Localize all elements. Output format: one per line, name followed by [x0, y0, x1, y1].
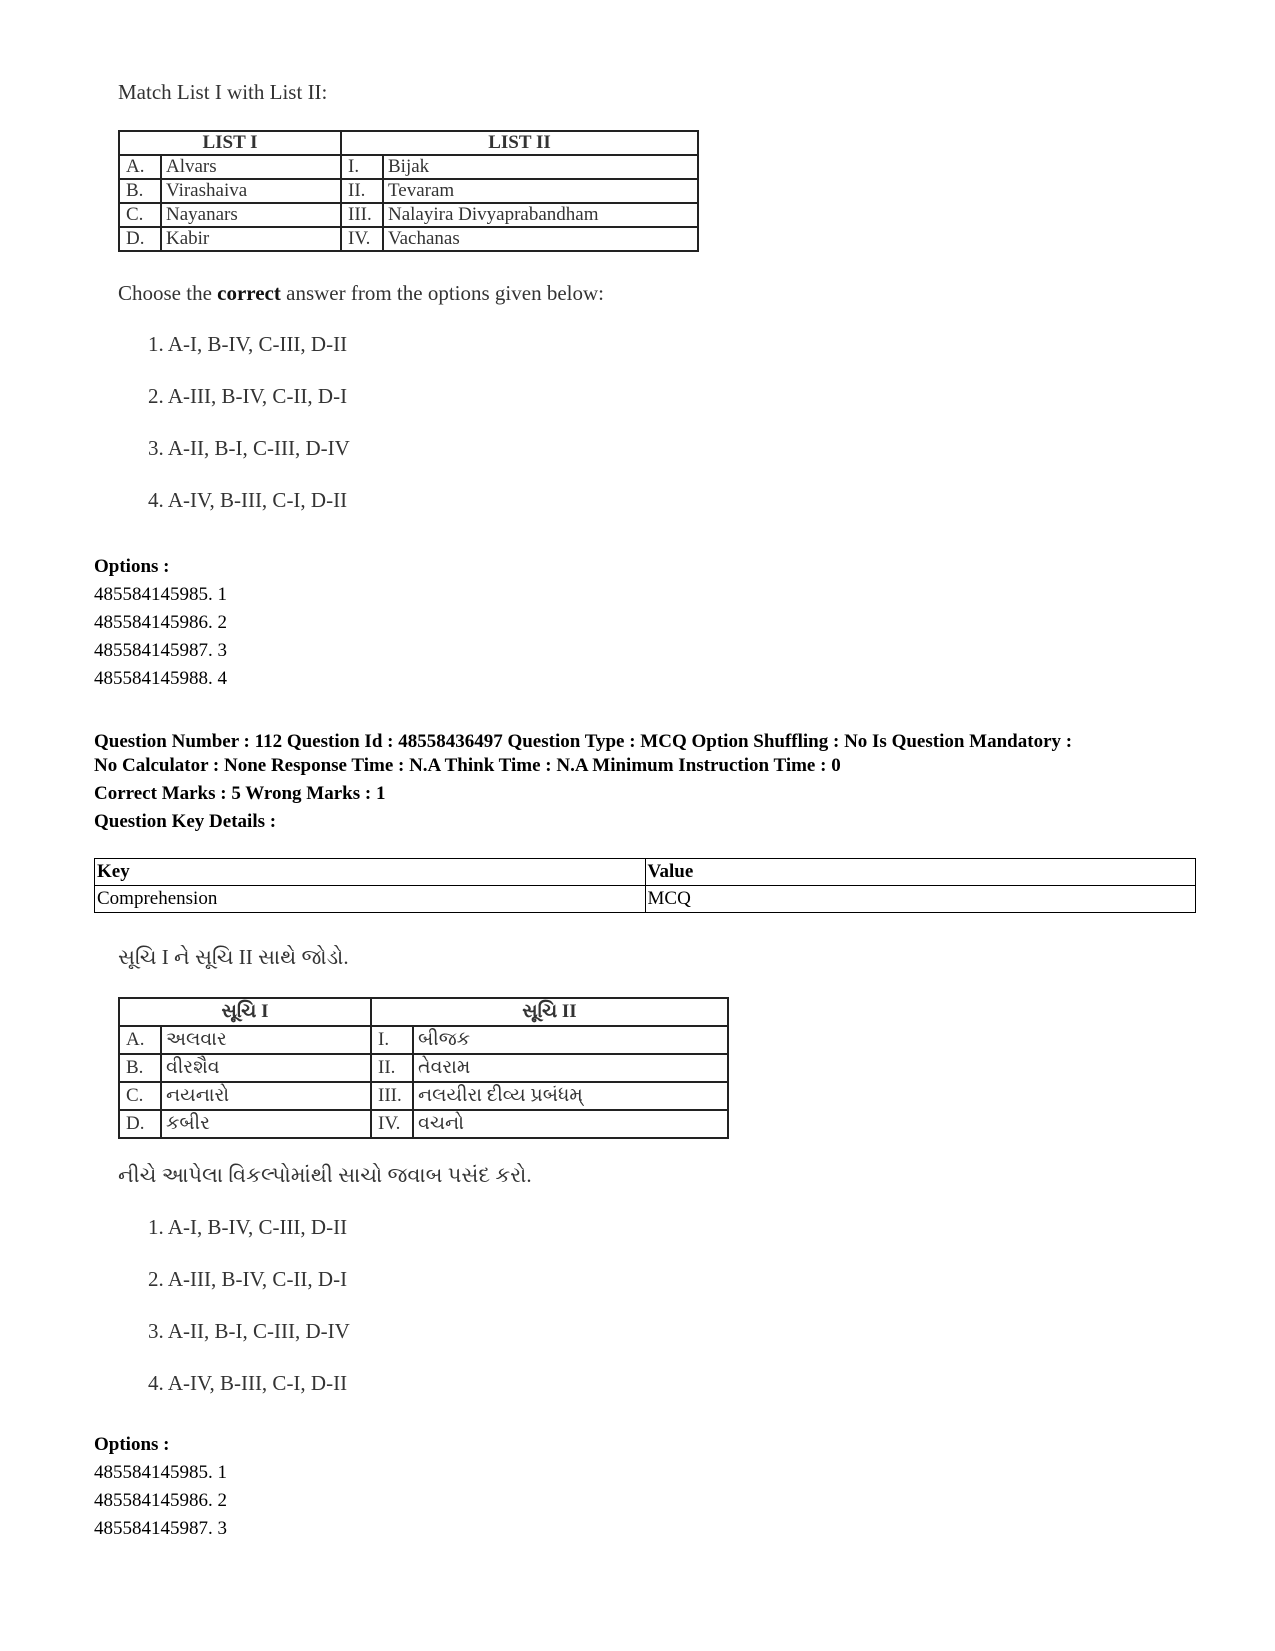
option-item: 485584145985. 1: [94, 1462, 227, 1483]
option-item: 485584145988. 4: [94, 668, 227, 689]
key-table-row: [95, 886, 1196, 913]
list-one-item: Alvars: [161, 155, 341, 179]
answer-choice: 3. A-II, B-I, C-III, D-IV: [148, 436, 350, 460]
match-row: [119, 1082, 728, 1110]
match-table: [118, 130, 699, 252]
row-numeral: I.: [341, 155, 383, 179]
match-row: [119, 203, 698, 227]
match-table-header: [119, 998, 728, 1026]
list-two-item: વચનો: [413, 1110, 728, 1138]
match-row: [119, 1054, 728, 1082]
row-numeral: IV.: [371, 1110, 413, 1138]
row-letter: B.: [119, 1054, 161, 1082]
row-numeral: IV.: [341, 227, 383, 251]
list-one-item: વીરશૈવ: [161, 1054, 371, 1082]
value-cell: MCQ: [645, 886, 1196, 913]
key-cell: Comprehension: [95, 886, 646, 913]
row-letter: C.: [119, 203, 161, 227]
list-one-item: Virashaiva: [161, 179, 341, 203]
list-two-item: નલયીરા દીવ્ય પ્રબંધમ્: [413, 1082, 728, 1110]
match-row: [119, 1026, 728, 1054]
options-label: Options :: [94, 1434, 170, 1455]
list-one-header: LIST I: [119, 131, 341, 155]
list-two-item: Vachanas: [383, 227, 698, 251]
list-two-item: તેવરામ: [413, 1054, 728, 1082]
question-key-table: [94, 858, 1196, 913]
question-key-details-label: Question Key Details :: [94, 811, 277, 832]
list-two-item: બીજક: [413, 1026, 728, 1054]
row-numeral: III.: [341, 203, 383, 227]
question-meta-line-1: Question Number : 112 Question Id : 48558436497 Question Type : MCQ Option Shuffling : No Is Question Mandatory :: [94, 731, 1073, 752]
answer-choice: 2. A-III, B-IV, C-II, D-I: [148, 1267, 348, 1291]
option-item: 485584145986. 2: [94, 1490, 227, 1511]
answer-choice: 2. A-III, B-IV, C-II, D-I: [148, 384, 348, 408]
list-two-item: Bijak: [383, 155, 698, 179]
question-prompt: Match List I with List II:: [118, 80, 328, 104]
list-two-header: LIST II: [341, 131, 698, 155]
match-table-header: [119, 131, 698, 155]
key-header: Key: [95, 859, 646, 886]
value-header: Value: [645, 859, 1196, 886]
row-letter: B.: [119, 179, 161, 203]
options-label: Options :: [94, 556, 170, 577]
row-letter: A.: [119, 155, 161, 179]
option-item: 485584145987. 3: [94, 1518, 227, 1539]
match-row: [119, 179, 698, 203]
row-numeral: II.: [341, 179, 383, 203]
option-item: 485584145985. 1: [94, 584, 227, 605]
list-one-item: અલવાર: [161, 1026, 371, 1054]
answer-choice: 3. A-II, B-I, C-III, D-IV: [148, 1319, 350, 1343]
row-letter: D.: [119, 1110, 161, 1138]
list-one-item: નયનારો: [161, 1082, 371, 1110]
option-item: 485584145987. 3: [94, 640, 227, 661]
row-letter: A.: [119, 1026, 161, 1054]
list-one-item: કબીર: [161, 1110, 371, 1138]
question-meta-line-2: No Calculator : None Response Time : N.A Think Time : N.A Minimum Instruction Time : 0: [94, 755, 841, 776]
list-one-header: સૂચિ I: [119, 998, 371, 1026]
row-letter: D.: [119, 227, 161, 251]
row-numeral: I.: [371, 1026, 413, 1054]
key-table-header: [95, 859, 1196, 886]
list-two-header: સૂચિ II: [371, 998, 728, 1026]
list-one-item: Nayanars: [161, 203, 341, 227]
answer-choice: 4. A-IV, B-III, C-I, D-II: [148, 1371, 348, 1395]
option-item: 485584145986. 2: [94, 612, 227, 633]
list-two-item: Tevaram: [383, 179, 698, 203]
match-row: [119, 1110, 728, 1138]
choose-instruction: નીચે આપેલા વિકલ્પોમાંથી સાચો જવાબ પસંદ કરો.: [118, 1163, 532, 1187]
match-table: [118, 997, 729, 1139]
choose-instruction: Choose the correct answer from the options given below:: [118, 281, 604, 305]
question-marks: Correct Marks : 5 Wrong Marks : 1: [94, 783, 386, 804]
list-one-item: Kabir: [161, 227, 341, 251]
list-two-item: Nalayira Divyaprabandham: [383, 203, 698, 227]
answer-choice: 1. A-I, B-IV, C-III, D-II: [148, 1215, 348, 1239]
match-row: [119, 155, 698, 179]
match-row: [119, 227, 698, 251]
question-prompt: સૂચિ I ને સૂચિ II સાથે જોડો.: [118, 945, 349, 969]
row-numeral: II.: [371, 1054, 413, 1082]
answer-choice: 1. A-I, B-IV, C-III, D-II: [148, 332, 348, 356]
row-numeral: III.: [371, 1082, 413, 1110]
row-letter: C.: [119, 1082, 161, 1110]
answer-choice: 4. A-IV, B-III, C-I, D-II: [148, 488, 348, 512]
